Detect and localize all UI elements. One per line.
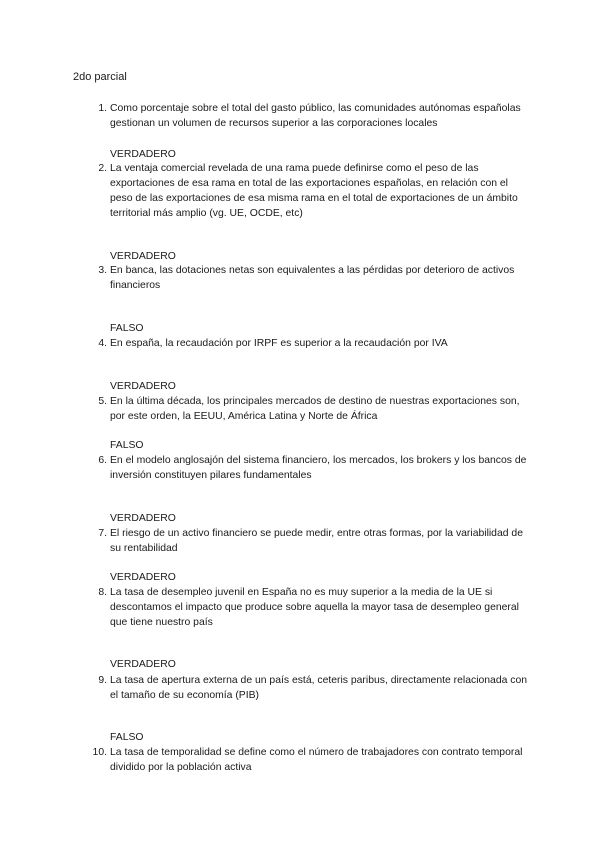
question-number: 8.	[98, 587, 107, 598]
question-text: La tasa de apertura externa de un país está, ceteris paribus, directamente relacionada con el tamaño de su economía (PIB)	[110, 675, 528, 701]
question-text: La tasa de desempleo juvenil en España no es muy superior a la media de la UE si descontamos el impacto que produce sobre aquella la mayor tasa de desempleo general que tiene nuestro país	[110, 587, 519, 628]
question-text: La ventaja comercial revelada de una rama puede definirse como el peso de las exportaciones de esa rama en total de las exportaciones españolas, en relación con el peso de las exportaciones de esa misma rama en el total de exportaciones de un ámbito territorial más amplio (vg. UE, OCDE, etc)	[110, 163, 518, 219]
question-number: 9.	[98, 675, 107, 686]
question-text: Como porcentaje sobre el total del gasto público, las comunidades autónomas españolas gestionan un volumen de recursos superior a las corporaciones locales	[110, 103, 521, 129]
question-number: 10.	[92, 747, 107, 758]
answer-9: FALSO	[110, 732, 144, 743]
answer-5: FALSO	[110, 440, 144, 451]
answer-4: VERDADERO	[110, 381, 176, 392]
question-7	[89, 526, 529, 556]
answer-3: FALSO	[110, 323, 144, 334]
question-number: 2.	[98, 163, 107, 174]
answer-2: VERDADERO	[110, 251, 176, 262]
question-text: En el modelo anglosajón del sistema financiero, los mercados, los brokers y los bancos de inversión constituyen pilares fundamentales	[110, 455, 527, 481]
answer-6: VERDADERO	[110, 513, 176, 524]
page-title: 2do parcial	[73, 71, 127, 83]
question-text: El riesgo de un activo financiero se puede medir, entre otras formas, por la variabilidad de su rentabilidad	[110, 528, 523, 554]
question-text: La tasa de temporalidad se define como el número de trabajadores con contrato temporal dividido por la población activa	[110, 747, 523, 773]
question-number: 5.	[98, 396, 107, 407]
question-number: 4.	[98, 338, 107, 349]
question-3	[89, 263, 529, 293]
question-1	[89, 101, 529, 131]
question-8	[89, 585, 529, 630]
answer-1: VERDADERO	[110, 149, 176, 160]
question-9	[89, 673, 529, 703]
question-text: En banca, las dotaciones netas son equivalentes a las pérdidas por deterioro de activos financieros	[110, 265, 515, 291]
question-text: En españa, la recaudación por IRPF es superior a la recaudación por IVA	[110, 338, 448, 349]
question-4	[89, 336, 529, 351]
question-number: 7.	[98, 528, 107, 539]
question-2	[89, 161, 529, 221]
question-number: 3.	[98, 265, 107, 276]
question-text: En la última década, los principales mercados de destino de nuestras exportaciones son, por este orden, la EEUU, América Latina y Norte de África	[110, 396, 520, 422]
answer-7: VERDADERO	[110, 572, 176, 583]
question-6	[89, 453, 529, 483]
question-number: 1.	[98, 103, 107, 114]
question-10	[89, 745, 529, 775]
answer-8: VERDADERO	[110, 659, 176, 670]
question-number: 6.	[98, 455, 107, 466]
question-5	[89, 394, 529, 424]
